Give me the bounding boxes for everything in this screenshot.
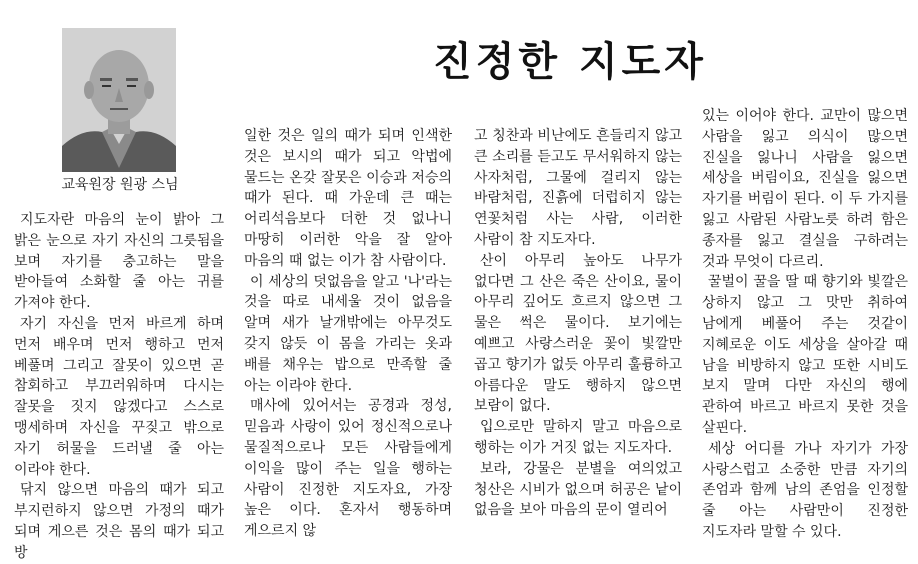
- text-column-3: [474, 126, 682, 532]
- paragraph: 산이 아무리 높아도 나무가 없다면 그 산은 죽은 산이요, 물이 아무리 깊어도 흐르지 않으면 그 물은 썩은 물이다. 보기에는 예쁘고 사랑스러운 꽃이 빛깔만 곱고 향기가 없듯 아무리 훌륭하고 아름다운 말도 행하지 않으면 보람이 없다.: [474, 252, 682, 415]
- paragraph: 보라, 강물은 분별을 여의었고 청산은 시비가 없으며 허공은 낱이 없음을 보아 마음의 문이 열리어: [474, 460, 682, 519]
- paragraph: 꿀벌이 꿀을 딸 때 향기와 빛깔은 상하지 않고 그 맛만 취하여 남에게 베풀어 주는 것같이 지혜로운 이도 세상을 살아갈 때 남을 비방하지 않고 또한 시비도 보지 말며 다만 자신의 행에 관하여 바르고 바르지 못한 것을 살핀다.: [702, 274, 908, 436]
- paragraph: 자기 자신을 먼저 바르게 하며 먼저 배우며 먼저 행하고 먼저 베풀며 그리고 잘못이 있으면 곧 참회하고 부끄러워하며 다시는 잘못을 짓지 않겠다고 스스로 맹세하며 자신을 꾸짖고 밖으로 자기 허물을 드러낼 줄 아는 이라야 한다.: [14, 315, 224, 478]
- paragraph: 있는 이어야 한다. 교만이 많으면 사람을 잃고 의식이 많으면 진실을 잃나니 사람을 잃으면 세상을 버림이요, 진실을 잃으면 자기를 버림이 된다. 이 두 가지를 잃고 사람된 사람노릇 하려 함은 종자를 잃고 결실을 구하려는 것과 무엇이 다르리.: [702, 108, 908, 270]
- text-column-1: [14, 210, 224, 561]
- author-caption: 교육원장 원광 스님: [61, 177, 179, 193]
- article-title: 진정한 지도자: [433, 39, 707, 85]
- paragraph: 이 세상의 덧없음을 알고 '나'라는 것을 따로 내세울 것이 없음을 알며 새가 날개밖에는 아무것도 갖지 않듯 이 몸을 가리는 옷과 배를 채우는 밥으로 만족할 줄 아는 이라야 한다.: [244, 273, 452, 394]
- paragraph: 세상 어디를 가나 자기가 가장 사랑스럽고 소중한 만큼 자기의 존엄과 함께 남의 존엄을 인정할 줄 아는 사람만이 진정한 지도자라 말할 수 있다.: [702, 440, 908, 540]
- monk-portrait-icon: [62, 28, 176, 172]
- paragraph: 일한 것은 일의 때가 되며 인색한 것은 보시의 때가 되고 악법에 물드는 온갖 잘못은 이승과 저승의 때가 된다. 때 가운데 큰 때는 어리석음보다 더한 것 없나니 마땅히 이러한 악을 잘 알아 마음의 때 없는 이가 참 사람이다.: [244, 128, 452, 269]
- author-photo: [62, 28, 176, 172]
- text-column-2: [244, 126, 452, 540]
- paragraph: 매사에 있어서는 공경과 정성, 믿음과 사랑이 있어 정신적으로나 물질적으로나 모든 사람들에게 이익을 많이 주는 일을 행하는 사람이 진정한 지도자요, 가장 높은 이다. 혼자서 행동하며 게으르지 않: [244, 398, 452, 540]
- text-column-4: [702, 106, 908, 540]
- paragraph: 지도자란 마음의 눈이 밝아 그 밝은 눈으로 자기 자신의 그릇됨을 보며 자기를 충고하는 말을 받아들여 소화할 줄 아는 귀를 가져야 한다.: [14, 212, 224, 312]
- paragraph: 고 칭찬과 비난에도 흔들리지 않고 큰 소리를 듣고도 무서워하지 않는 사자처럼, 그물에 걸리지 않는 바람처럼, 진흙에 더럽히지 않는 연꽃처럼 사는 사람, 이러한 사람이 참 지도자다.: [474, 128, 682, 248]
- paragraph: 닦지 않으면 마음의 때가 되고 부지런하지 않으면 가정의 때가 되며 게으른 것은 몸의 때가 되고 방: [14, 482, 224, 561]
- paragraph: 입으로만 말하지 말고 마음으로 행하는 이가 거짓 없는 지도자다.: [474, 419, 682, 456]
